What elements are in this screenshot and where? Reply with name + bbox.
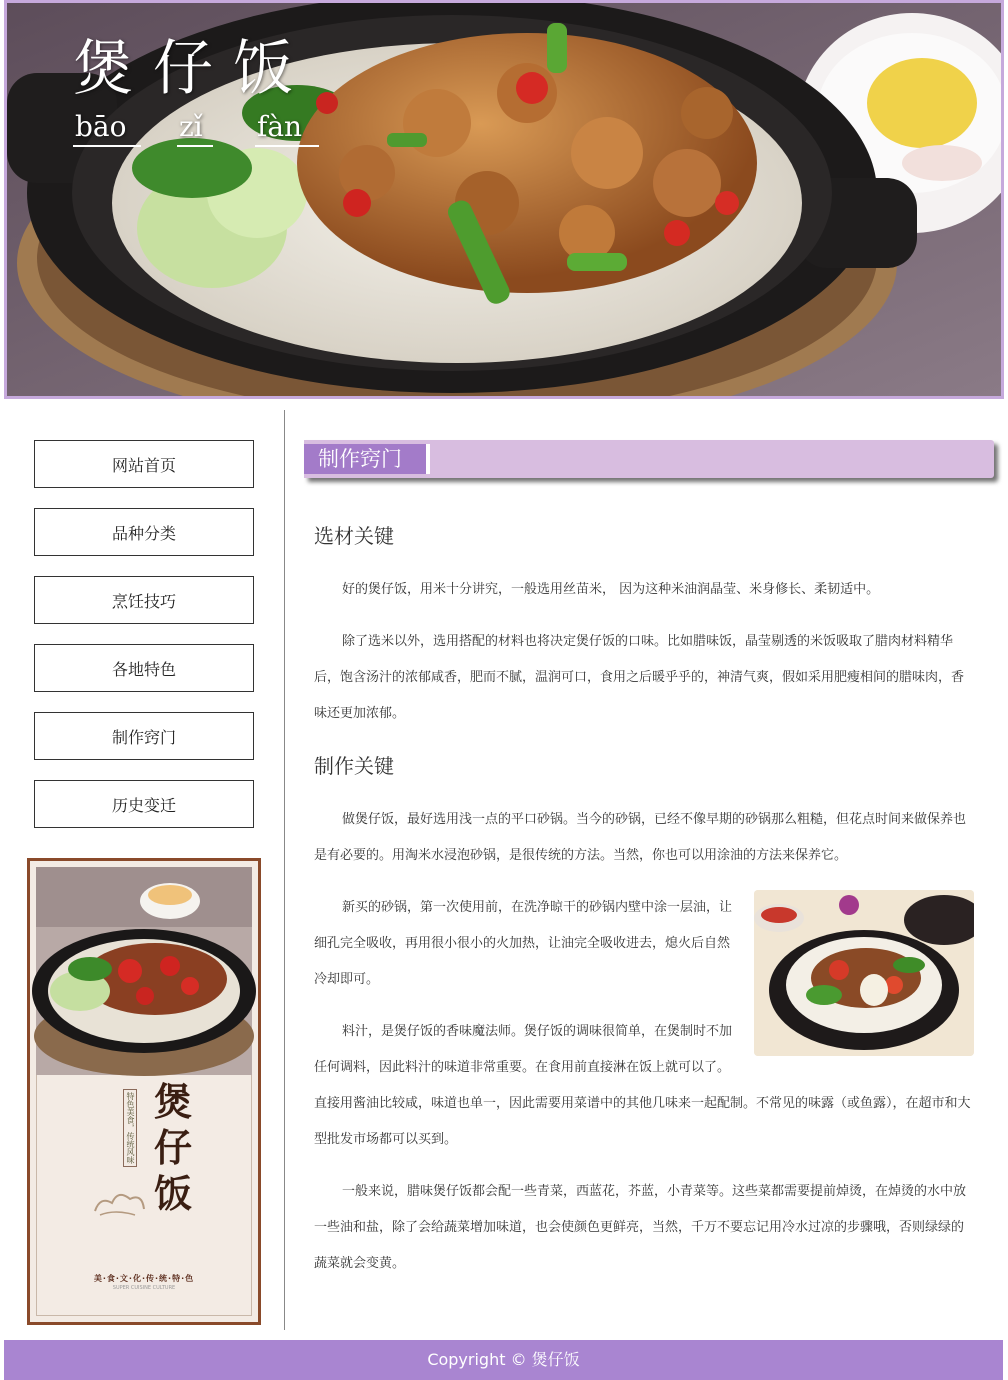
section-title: 制作窍门 (304, 444, 430, 474)
cloud-ornament-icon (90, 1181, 150, 1221)
article (314, 518, 974, 1298)
sidebar (0, 400, 285, 1330)
main-content (304, 440, 994, 1271)
vertical-divider (284, 410, 285, 1330)
nav-regional[interactable]: 各地特色 (34, 644, 254, 692)
paragraph: 做煲仔饭，最好选用浅一点的平口砂锅。当今的砂锅，已经不像早期的砂锅那么粗糙，但花点时间来做保养也是有必要的。用淘米水浸泡砂锅，是很传统的方法。当然，你也可以用涂油的方法来保养它。 (314, 812, 967, 863)
copyright-text: Copyright © 煲仔饭 (427, 1350, 580, 1369)
nav-varieties[interactable]: 品种分类 (34, 508, 254, 556)
paragraph: 一般来说，腊味煲仔饭都会配一些青菜，西蓝花，芥蓝，小青菜等。这些菜都需要提前焯烫，在焯烫的水中放一些油和盐，除了会给蔬菜增加味道，也会使颜色更鲜亮，当然，千万不要忘记用冷水过凉的步骤哦，否则绿绿的蔬菜就会变黄。 (314, 1184, 967, 1271)
heading-material: 选材关键 (314, 524, 394, 548)
claypot-photo-graphic (754, 890, 974, 1056)
paragraph: 新买的砂锅，第一次使用前，在洗净晾干的砂锅内壁中涂一层油，让细孔完全吸收，再用很小很小的火加热，让油完全吸收进去，熄火后自然冷却即可。 (314, 900, 733, 987)
heading-making: 制作关键 (314, 754, 394, 778)
poster-image (27, 858, 261, 1325)
poster-bottom-subtext: SUPER CUISINE CULTURE (112, 1285, 176, 1291)
banner-image (4, 0, 1004, 399)
poster-small-text (60, 1079, 120, 1159)
poster-food-photo (30, 861, 258, 1081)
footer (4, 1340, 1003, 1380)
paragraph: 好的煲仔饭，用米十分讲究，一般选用丝苗米， 因为这种米油润晶莹、米身修长、柔韧适中。 (342, 582, 880, 597)
pinyin-bao: bāo (73, 109, 141, 147)
nav-history[interactable]: 历史变迁 (34, 780, 254, 828)
section-header (304, 440, 994, 478)
nav-home[interactable]: 网站首页 (34, 440, 254, 488)
poster-title: 煲仔饭 (153, 1079, 192, 1216)
paragraph: 除了选米以外，选用搭配的材料也将决定煲仔饭的口味。比如腊味饭，晶莹剔透的米饭吸取了腊肉材料精华后，饱含汤汁的浓郁咸香，肥而不腻，温润可口，食用之后暖乎乎的，神清气爽，假如采用肥瘦相间的腊味肉，香味还更加浓郁。 (314, 634, 965, 721)
poster-tag: 特色美食，传统风味 (123, 1089, 137, 1167)
banner-title: 煲仔饭 (73, 34, 313, 104)
nav-making-tips[interactable]: 制作窍门 (34, 712, 254, 760)
pinyin-zi: zǐ (177, 109, 213, 147)
poster-bottom-text: 美·食·文·化·传·统·特·色 (93, 1274, 195, 1283)
claypot-photo (754, 890, 974, 1056)
sidebar-nav (34, 440, 254, 848)
pinyin-fan: fàn (255, 109, 319, 147)
nav-cooking-tips[interactable]: 烹饪技巧 (34, 576, 254, 624)
paragraph: 料汁，是煲仔饭的香味魔法师。煲仔饭的调味很简单，在煲制时不加任何调料，因此料汁的味道非常重要。在食用前直接淋在饭上就可以了。直接用酱油比较咸，味道也单一，因此需要用菜谱中的其他几味来一起配制。不常见的味露（或鱼露），在超市和大型批发市场都可以买到。 (314, 1024, 971, 1147)
banner-pinyin (73, 109, 319, 147)
